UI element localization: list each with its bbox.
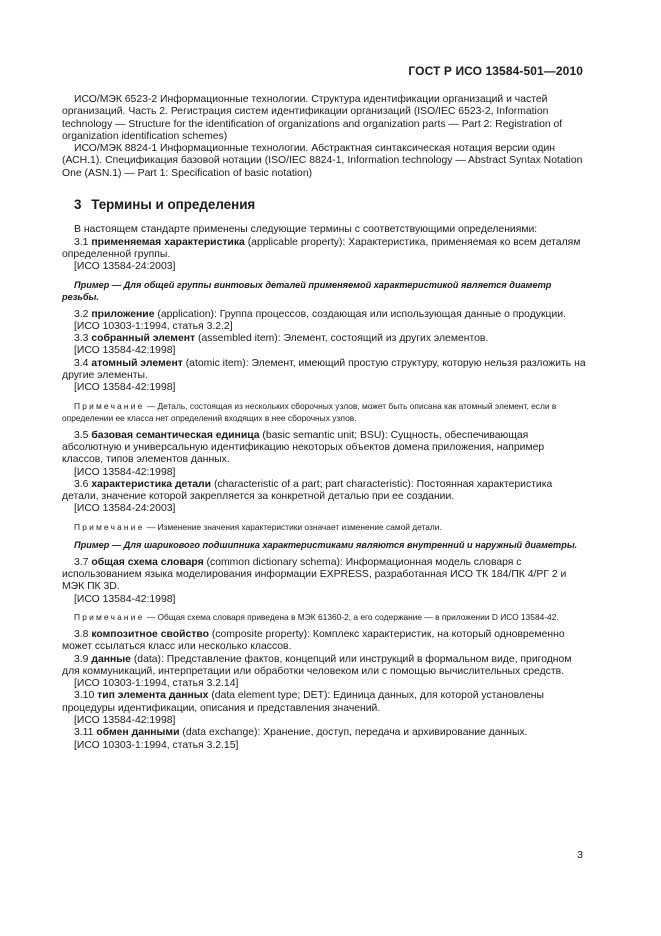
note-text: — Деталь, состоящая из нескольких сборочных узлов, может быть описана как атомный элемент, если в определении ее класса нет определений входящих в нее сборочных узлов. [62, 400, 557, 423]
reference-6523-2: ИСО/МЭК 6523-2 Информационные технологии. Структура идентификации организаций и частей организаций. Часть 2. Регистрация систем идентификации организаций (ISO/IEC 6523-2, Information technology — Structure for the identification of organizations and organization parts — Part 2: Registration of organization identification schemes) [62, 94, 563, 142]
term-number: 3.1 [74, 236, 89, 248]
term-source: [ИСО 13584-42:1998] [74, 593, 176, 605]
term-source: [ИСО 10303-1:1994, статья 3.2.2] [74, 320, 233, 332]
term-definition: (data element type; DET): Единица данных, для которой установлены процедуры идентификации, описания и представления значений. [62, 690, 544, 714]
term-3-1 [62, 237, 586, 262]
term-number: 3.7 [74, 556, 89, 568]
term-number: 3.6 [74, 478, 89, 490]
term-name: базовая семантическая единица [91, 429, 260, 441]
term-name: приложение [91, 308, 155, 320]
page-number: 3 [577, 850, 583, 861]
term-definition: (data exchange): Хранение, доступ, передача и архивирование данных. [182, 727, 528, 739]
term-definition: (composite property): Комплекс характеристик, на который одновременно может ссылаться класс или несколько классов. [62, 628, 565, 653]
section-intro: В настоящем стандарте применены следующие термины с соответствующими определениями: [74, 224, 538, 236]
term-definition: (assembled item): Элемент, состоящий из других элементов. [198, 333, 489, 345]
term-number: 3.10 [74, 690, 95, 702]
term-number: 3.3 [74, 333, 89, 345]
term-3-11 [62, 727, 586, 739]
term-definition: (atomic item): Элемент, имеющий простую структуру, которую нельзя разложить на другие элементы. [62, 357, 586, 382]
term-3-8 [62, 629, 586, 654]
reference-8824-1: ИСО/МЭК 8824-1 Информационные технологии. Абстрактная синтаксическая нотация версии один (АСН.1). Спецификация базовой нотации (ISO/IEC 8824-1, Information technology — Abstract Syntax Notation One (ASN.1) — Part 1: Specification of basic notation) [62, 143, 583, 179]
term-name: обмен данными [96, 727, 180, 739]
term-3-5 [62, 430, 586, 467]
term-definition: (characteristic of a part; part characteristic): Постоянная характеристика детали, значение которой закрепляется за конкретной деталью при ее создании. [62, 478, 553, 503]
note-text: — Общая схема словаря приведена в МЭК 61360-2, а его содержание — в приложении D ИСО 13584-42. [146, 611, 559, 622]
term-number: 3.11 [74, 727, 94, 739]
term-definition: (basic semantic unit; BSU): Сущность, обеспечивающая абсолютную и универсальную идентификацию некоторых объектов домена приложения, например классов, типов элементов данных. [62, 429, 545, 466]
term-3-10 [62, 690, 586, 715]
term-source: [ИСО 10303-1:1994, статья 3.2.15] [74, 739, 239, 751]
term-name: атомный элемент [91, 357, 183, 369]
term-number: 3.9 [74, 653, 89, 665]
term-3-2 [62, 309, 586, 321]
term-number: 3.4 [74, 357, 89, 369]
term-source: [ИСО 13584-24:2003] [74, 261, 176, 273]
note-text: — Изменение значения характеристики означает изменение самой детали. [146, 521, 442, 532]
term-name: общая схема словаря [91, 556, 204, 568]
note-label: Примечание [74, 611, 145, 622]
term-name: собранный элемент [91, 333, 196, 345]
term-source: [ИСО 13584-42:1998] [74, 466, 176, 478]
term-name: применяемая характеристика [91, 236, 245, 248]
page-body [62, 94, 586, 752]
note-3-4 [62, 400, 586, 424]
section-number: 3 [74, 197, 82, 213]
term-name: данные [91, 653, 131, 665]
term-3-6 [62, 479, 586, 504]
term-source: [ИСО 13584-42:1998] [74, 714, 176, 726]
term-3-9 [62, 654, 586, 679]
term-definition: (common dictionary schema): Информационная модель словаря с использованием языка моделирования информации EXPRESS, разработанная ИСО ТК 184/ПК 4/РГ 2 и МЭК ПК 3D. [62, 556, 567, 593]
standard-code-header: ГОСТ Р ИСО 13584-501—2010 [408, 64, 583, 78]
term-number: 3.2 [74, 308, 89, 320]
term-definition: (application): Группа процессов, создающая или использующая данные о продукции. [157, 308, 566, 320]
term-3-3 [62, 333, 586, 345]
section-title: Термины и определения [91, 197, 256, 213]
term-number: 3.5 [74, 429, 89, 441]
note-3-7 [62, 611, 586, 623]
example-3-6: Пример — Для шарикового подшипника характеристиками являются внутренний и наружный диаметры. [74, 539, 578, 550]
note-3-6 [62, 521, 586, 533]
term-3-4 [62, 358, 586, 383]
term-name: композитное свойство [91, 628, 209, 640]
term-definition: (applicable property): Характеристика, применяемая ко всем деталям определенной группы. [62, 236, 581, 260]
example-3-1: Пример — Для общей группы винтовых деталей применяемой характеристикой является диаметр резьбы. [62, 279, 552, 302]
term-definition: (data): Представление фактов, концепций или инструкций в формальном виде, пригодном для коммуникаций, интерпретации или обработки человеком или с помощью вычислительных средств. [62, 653, 572, 677]
note-label: Примечание [74, 400, 145, 411]
term-source: [ИСО 13584-24:2003] [74, 503, 176, 515]
term-name: тип элемента данных [97, 690, 209, 702]
section-heading [74, 199, 586, 211]
term-3-7 [62, 557, 586, 594]
term-number: 3.8 [74, 628, 89, 640]
note-label: Примечание [74, 521, 145, 532]
term-source: [ИСО 13584-42:1998] [74, 345, 176, 357]
term-source: [ИСО 13584-42:1998] [74, 382, 176, 394]
term-source: [ИСО 10303-1:1994, статья 3.2.14] [74, 678, 239, 690]
term-name: характеристика детали [91, 478, 212, 490]
